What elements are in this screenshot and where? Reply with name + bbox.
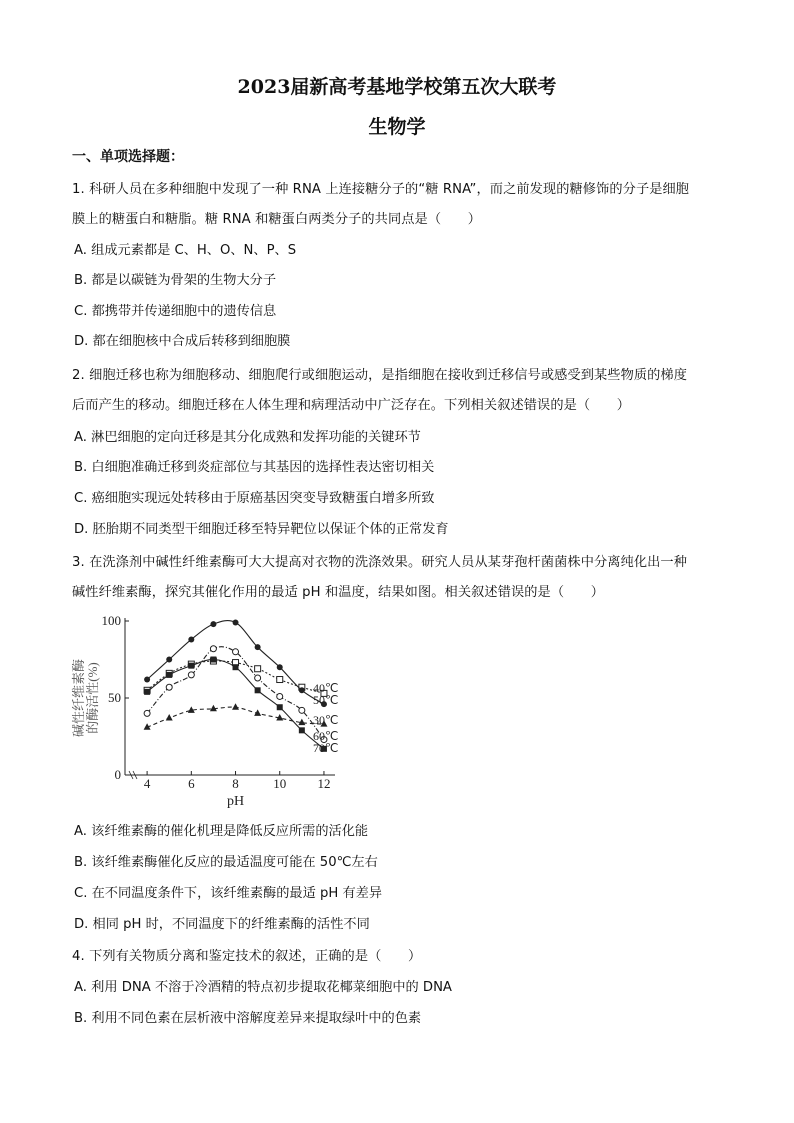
q2-option-d: D. 胚胎期不同类型干细胞迁移至特异靶位以保证个体的正常发育 [74,522,449,537]
y-axis-label [71,659,100,737]
series-label-2: 30℃ [313,713,339,727]
q3-option-c: C. 在不同温度条件下，该纤维素酶的最适 pH 有差异 [74,886,383,901]
q2-option-c: C. 癌细胞实现远处转移由于原癌基因突变导致糖蛋白增多所致 [74,491,435,506]
data-point-3-7 [299,707,305,713]
q3-option-b: B. 该纤维素酶催化反应的最适温度可能在 50℃左右 [74,855,378,870]
data-point-1-0 [144,677,150,683]
x-tick-label: 6 [188,776,195,791]
x-tick-label: 12 [317,776,331,791]
q4-stem: 4. 下列有关物质分离和鉴定技术的叙述，正确的是（ ） [72,949,422,964]
data-point-3-0 [144,710,150,716]
x-tick-label: 8 [232,776,239,791]
y-tick-label: 50 [108,690,121,705]
q2-option-a: A. 淋巴细胞的定向迁移是其分化成熟和发挥功能的关键环节 [74,430,421,445]
q1-option-b: B. 都是以碳链为骨架的生物大分子 [74,273,277,288]
q1-option-a: A. 组成元素都是 C、H、O、N、P、S [74,243,297,258]
series-label-0: 40℃ [313,681,339,695]
series-label-3: 60℃ [313,729,339,743]
q3-option-a: A. 该纤维素酶的催化机理是降低反应所需的活化能 [74,824,369,839]
q2-stem-line-1: 2. 细胞迁移也称为细胞移动、细胞爬行或细胞运动，是指细胞在接收到迁移信号或感受到某些物质的梯度 [72,368,688,383]
data-point-1-7 [299,687,305,693]
q1-stem-line-1: 1. 科研人员在多种细胞中发现了一种 RNA 上连接糖分子的“糖 RNA”，而之前发现的糖修饰的分子是细胞 [72,182,690,197]
q3-stem-line-2: 碱性纤维素酶，探究其催化作用的最适 pH 和温度，结果如图。相关叙述错误的是（ ） [72,585,604,600]
data-point-2-1 [166,714,173,721]
x-tick-label: 10 [273,776,287,791]
enzyme-activity-chart [70,608,360,808]
data-point-4-2 [188,663,194,669]
data-point-1-1 [166,657,172,663]
q1-stem-line-2: 膜上的糖蛋白和糖脂。糖 RNA 和糖蛋白两类分子的共同点是（ ） [72,212,481,227]
y-axis-label-part: 的酶活性(%) [85,662,100,734]
data-point-0-5 [255,666,261,672]
q1-option-c: C. 都携带并传递细胞中的遗传信息 [74,304,277,319]
x-axis-label: pH [226,794,245,808]
q4-option-b: B. 利用不同色素在层析液中溶解度差异来提取绿叶中的色素 [74,1011,422,1026]
data-point-1-4 [233,620,239,626]
data-point-1-3 [210,621,216,627]
q4-option-a: A. 利用 DNA 不溶于冷酒精的特点初步提取花椰菜细胞中的 DNA [74,980,452,995]
data-point-3-2 [188,672,194,678]
y-axis-label-part: 碱性纤维素酶 [71,658,86,738]
data-point-1-2 [188,636,194,642]
data-point-3-5 [255,675,261,681]
data-point-3-6 [277,693,283,699]
q3-stem-line-1: 3. 在洗涤剂中碱性纤维素酶可大大提高对衣物的洗涤效果。研究人员从某芽孢杆菌菌株中分离纯化出一种 [72,555,688,570]
data-point-4-5 [255,687,261,693]
q2-option-b: B. 白细胞准确迁移到炎症部位与其基因的选择性表达密切相关 [74,460,435,475]
data-point-0-6 [277,677,283,683]
data-point-3-3 [210,646,216,652]
data-point-4-4 [233,664,239,670]
series-line-2 [147,707,324,727]
data-point-4-1 [166,672,172,678]
q1-option-d: D. 都在细胞核中合成后转移到细胞膜 [74,334,291,349]
data-point-3-1 [166,684,172,690]
data-point-1-5 [255,644,261,650]
q3-option-d: D. 相同 pH 时，不同温度下的纤维素酶的活性不同 [74,917,370,932]
subject-title: 生物学 [368,116,426,138]
data-point-3-4 [233,649,239,655]
section-heading: 一、单项选择题： [72,149,184,165]
data-point-4-7 [299,727,305,733]
y-tick-label: 100 [101,613,121,628]
data-point-4-3 [210,657,216,663]
data-point-1-6 [277,664,283,670]
series-label-1: 50℃ [313,693,339,707]
x-tick-label: 4 [143,776,151,791]
data-point-4-0 [144,689,150,695]
exam-title: 2023届新高考基地学校第五次大联考 [237,76,557,98]
series-label-4: 70℃ [313,741,339,755]
y-tick-label: 0 [114,767,121,782]
data-point-4-6 [277,704,283,710]
q2-stem-line-2: 后而产生的移动。细胞迁移在人体生理和病理活动中广泛存在。下列相关叙述错误的是（ ） [72,398,631,413]
data-point-2-4 [232,703,239,710]
